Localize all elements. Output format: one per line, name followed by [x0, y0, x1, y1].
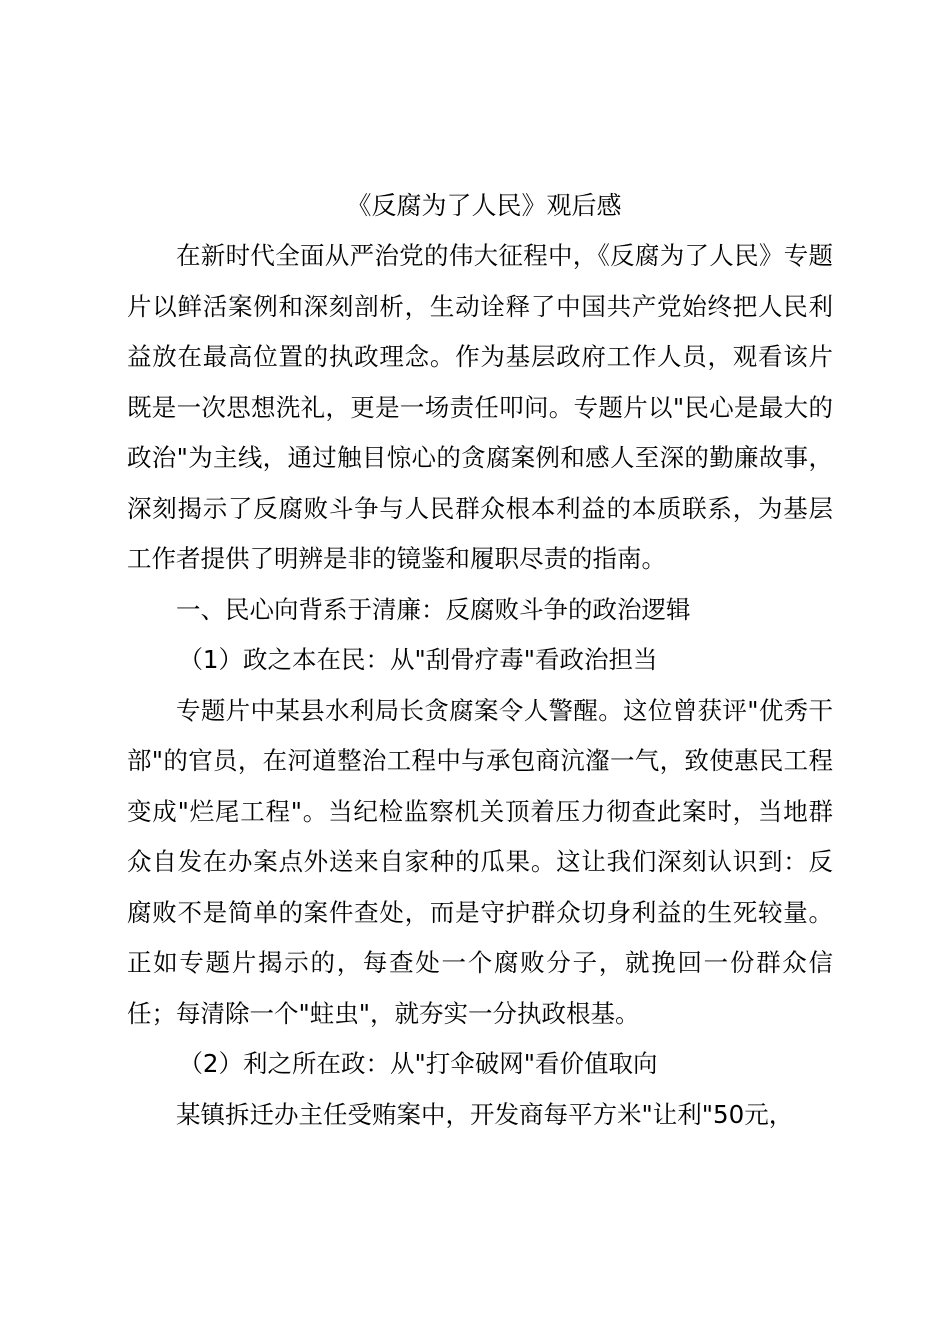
intro-paragraph: 在新时代全面从严治党的伟大征程中，《反腐为了人民》专题片以鲜活案例和深刻剖析，生动诠释了中国共产党始终把人民利益放在最高位置的执政理念。作为基层政府工作人员，观看该片既是一次思想洗礼，更是一场责任叩问。专题片以"民心是最大的政治"为主线，通过触目惊心的贪腐案例和感人至深的勤廉故事，深刻揭示了反腐败斗争与人民群众根本利益的本质联系，为基层工作者提供了明辨是非的镜鉴和履职尽责的指南。: [127, 241, 833, 573]
section-heading-1: 一、民心向背系于清廉：反腐败斗争的政治逻辑: [176, 594, 691, 624]
subsection-heading-1: （1）政之本在民：从"刮骨疗毒"看政治担当: [178, 645, 658, 674]
document-page: [127, 181, 833, 1140]
subsection-body-2: 某镇拆迁办主任受贿案中，开发商每平方米"让利"50元，: [176, 1099, 794, 1129]
document-title: 《反腐为了人民》观后感: [346, 191, 622, 220]
subsection-heading-2: （2）利之所在政：从"打伞破网"看价值取向: [178, 1049, 658, 1078]
subsection-body-1: 专题片中某县水利局长贪腐案令人警醒。这位曾获评"优秀干部"的官员，在河道整治工程中与承包商沆瀣一气，致使惠民工程变成"烂尾工程"。当纪检监察机关顶着压力彻查此案时，当地群众自发在办案点外送来自家种的瓜果。这让我们深刻认识到：反腐败不是简单的案件查处，而是守护群众切身利益的生死较量。正如专题片揭示的，每查处一个腐败分子，就挽回一份群众信任；每清除一个"蛀虫"，就夯实一分执政根基。: [127, 695, 833, 1028]
